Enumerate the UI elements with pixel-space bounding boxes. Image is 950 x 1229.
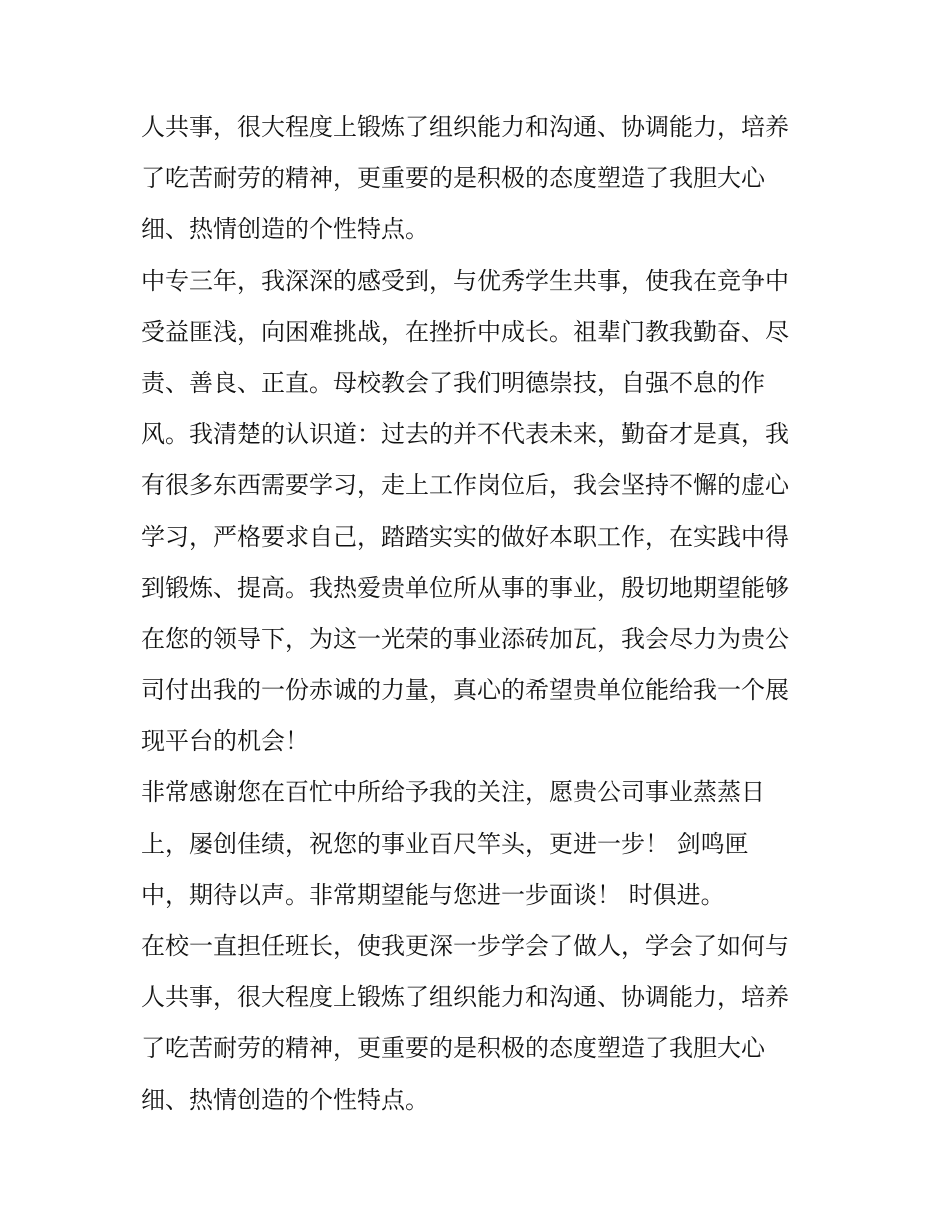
text-line: 在您的领导下，为这一光荣的事业添砖加瓦，我会尽力为贵公 bbox=[141, 624, 789, 653]
text-line: 细、热情创造的个性特点。 bbox=[141, 1085, 429, 1114]
text-line: 在校一直担任班长，使我更深一步学会了做人，学会了如何与 bbox=[141, 932, 789, 960]
body-text bbox=[141, 102, 821, 1126]
text-line: 人共事，很大程度上锻炼了组织能力和沟通、协调能力，培养 bbox=[141, 113, 789, 141]
text-line: 了吃苦耐劳的精神，更重要的是积极的态度塑造了我胆大心 bbox=[141, 1034, 765, 1063]
text-line: 有很多东西需要学习，走上工作岗位后，我会坚持不懈的虚心 bbox=[141, 471, 789, 500]
text-line: 到锻炼、提高。我热爱贵单位所从事的事业，殷切地期望能够 bbox=[141, 573, 789, 602]
text-line: 责、善良、正直。母校教会了我们明德崇技，自强不息的作 bbox=[141, 368, 765, 397]
text-line: 中专三年，我深深的感受到，与优秀学生共事，使我在竞争中 bbox=[141, 266, 789, 295]
text-line: 受益匪浅，向困难挑战，在挫折中成长。祖辈门教我勤奋、尽 bbox=[141, 317, 789, 346]
text-line: 非常感谢您在百忙中所给予我的关注，愿贵公司事业蒸蒸日 bbox=[141, 778, 765, 807]
text-line: 上，屡创佳绩，祝您的事业百尺竿头，更进一步！ 剑鸣匣 bbox=[141, 829, 749, 858]
text-line: 细、热情创造的个性特点。 bbox=[141, 215, 429, 244]
text-line: 人共事，很大程度上锻炼了组织能力和沟通、协调能力，培养 bbox=[141, 983, 789, 1012]
text-line: 现平台的机会！ bbox=[141, 727, 309, 756]
text-line: 中，期待以声。非常期望能与您进一步面谈！ 时俱进。 bbox=[141, 880, 725, 909]
text-line: 风。我清楚的认识道：过去的并不代表未来，勤奋才是真，我 bbox=[141, 420, 789, 449]
text-line: 学习，严格要求自己，踏踏实实的做好本职工作，在实践中得 bbox=[141, 522, 789, 551]
text-line: 司付出我的一份赤诚的力量，真心的希望贵单位能给我一个展 bbox=[141, 676, 789, 705]
text-line: 了吃苦耐劳的精神，更重要的是积极的态度塑造了我胆大心 bbox=[141, 164, 765, 193]
